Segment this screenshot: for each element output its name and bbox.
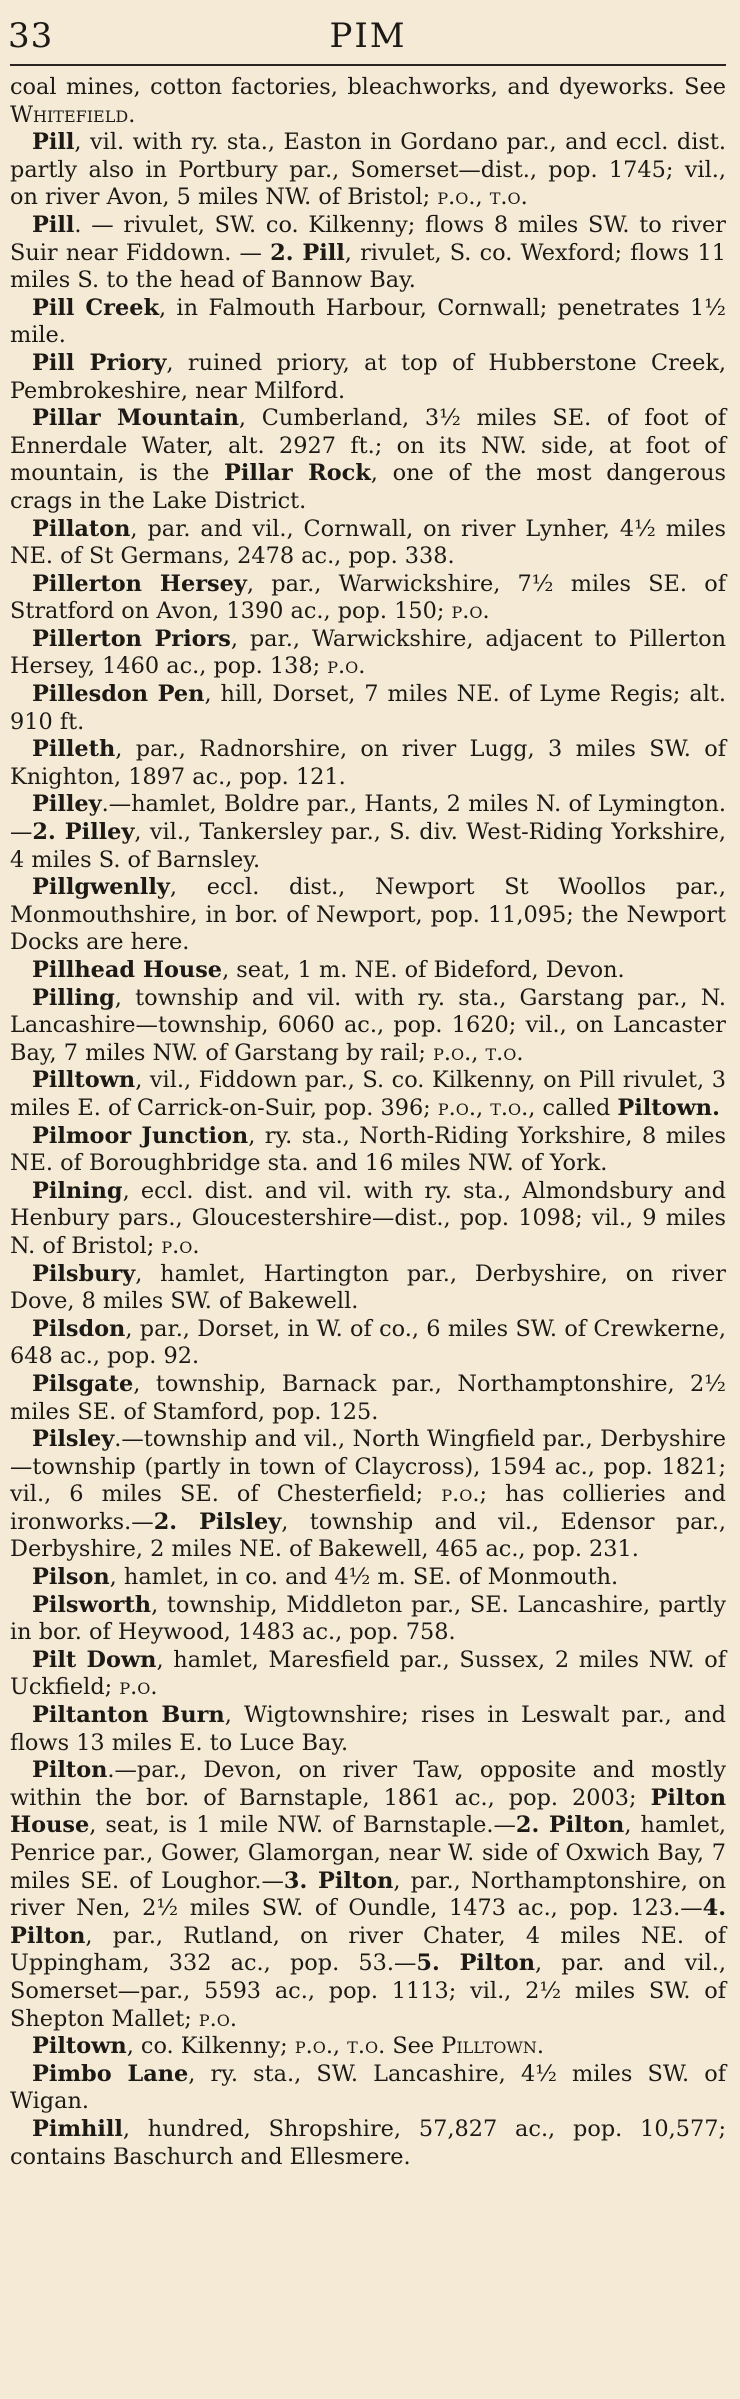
entry-text: , par., Radnorshire, on river Lugg, 3 miles SW. of Knighton, 1897 ac., pop. 121.	[10, 736, 726, 790]
entry-abbrev: p.o	[451, 598, 483, 625]
gazetteer-entry	[10, 736, 726, 791]
entry-headword: Pillgwenlly	[32, 874, 170, 901]
gazetteer-entry	[10, 1316, 726, 1371]
gazetteer-entry	[10, 626, 726, 681]
entry-text: , ruined priory, at top of Hubberstone Creek, Pembrokeshire, near Milford.	[10, 349, 727, 404]
entry-text: , par., Warwickshire, adjacent to Pillerton Hersey, 1460 ac., pop. 138;	[10, 625, 726, 680]
gazetteer-entry	[10, 129, 726, 212]
gazetteer-entry	[10, 516, 726, 571]
entry-text: .	[150, 1674, 158, 1701]
entry-text: , par. and vil., Somerset—par., 5593 ac., pop. 1113; vil., 2½ miles SW. of Shepton Mallet;	[10, 1950, 726, 2032]
entry-headword: Pilmoor Junction	[32, 1122, 249, 1149]
entry-headword: Pillerton Hersey	[32, 570, 247, 597]
entry-abbrev: p.o., t.o	[437, 1094, 522, 1121]
entry-text: , ry. sta., SW. Lancashire, 4½ miles SW. of Wigan.	[10, 2060, 726, 2115]
entry-headword: Pilsley	[32, 1426, 115, 1453]
entry-headword: 3. Pilton	[283, 1867, 394, 1894]
entry-headword: Pill Creek	[32, 294, 159, 321]
entry-headword: Pilley	[32, 791, 102, 818]
entry-text: , township and vil., Edensor par., Derbyshire, 2 miles NE. of Bakewell, 465 ac., pop. 231.	[10, 1508, 726, 1563]
entry-text: , hamlet, Maresfield par., Sussex, 2 miles NW. of Uckfield;	[10, 1646, 726, 1701]
entry-text: , par., Dorset, in W. of co., 6 miles SW. of Crewkerne, 648 ac., pop. 92.	[10, 1315, 726, 1370]
entry-list	[10, 74, 726, 2171]
entry-text: , vil. with ry. sta., Easton in Gordano par., and eccl. dist. partly also in Portbury par., Somerset—dist., pop. 1745; vil., on river Avon, 5 miles NW. of Bristol;	[10, 129, 726, 211]
entry-headword: Pilsdon	[32, 1315, 126, 1342]
entry-headword: Pill Priory	[32, 349, 167, 376]
entry-text: , seat, is 1 mile NW. of Barnstaple.—	[89, 1812, 516, 1839]
entry-text: .	[128, 101, 136, 128]
entry-headword: Pimbo Lane	[32, 2060, 189, 2087]
entry-headword: Pilton	[32, 1757, 108, 1784]
gazetteer-entry	[10, 874, 726, 957]
entry-text: .	[516, 1039, 524, 1066]
entry-text: , par. and vil., Cornwall, on river Lynher, 4½ miles NE. of St Germans, 2478 ac., pop. 338.	[10, 515, 726, 570]
entry-text: . — rivulet, SW. co. Kilkenny; flows 8 miles SW. to river Suir near Fiddown. —	[10, 211, 726, 266]
entry-headword: Pilling	[32, 984, 115, 1011]
entry-text: , par., Rutland, on river Chater, 4 miles NE. of Uppingham, 332 ac., pop. 53.—	[10, 1922, 726, 1977]
gazetteer-entry	[10, 1647, 726, 1702]
entry-text: , ry. sta., North-Riding Yorkshire, 8 miles NE. of Boroughbridge sta. and 16 miles NW. of York.	[10, 1122, 726, 1177]
gazetteer-entry	[10, 1702, 726, 1757]
entry-text: , Cumberland, 3½ miles SE. of foot of Ennerdale Water, alt. 2927 ft.; on its NW. side, at foot of mountain, is the	[10, 405, 726, 487]
entry-headword: 2. Pill	[270, 239, 345, 266]
entry-text: , hill, Dorset, 7 miles NE. of Lyme Regis; alt. 910 ft.	[10, 681, 726, 735]
entry-text: . See	[378, 2033, 442, 2060]
entry-headword: Pilt Down	[32, 1646, 157, 1673]
gazetteer-entry	[10, 1123, 726, 1178]
entry-text: , township, Middleton par., SE. Lancashire, partly in bor. of Heywood, 1483 ac., pop. 758.	[10, 1591, 726, 1646]
entry-abbrev: p.o	[441, 1481, 473, 1508]
entry-text: , township and vil. with ry. sta., Garstang par., N. Lancashire—township, 6060 ac., pop. 1620; vil., on Lancaster Bay, 7 miles NW. of Garstang by rail;	[10, 984, 726, 1066]
entry-headword: Pillhead House	[32, 957, 223, 983]
entry-headword: Pillaton	[32, 515, 131, 542]
entry-text: .	[536, 2033, 544, 2060]
gazetteer-entry	[10, 571, 726, 626]
entry-text: , one of the most dangerous crags in the Lake District.	[10, 460, 726, 514]
entry-text: , par., Northamptonshire, on river Nen, 2½ miles SW. of Oundle, 1473 ac., pop. 123.—	[10, 1867, 726, 1922]
entry-headword: 2. Pilton	[515, 1812, 625, 1839]
entry-text: .	[521, 1094, 529, 1121]
gazetteer-entry	[10, 1426, 726, 1564]
entry-text: , eccl. dist. and vil. with ry. sta., Almondsbury and Henbury pars., Gloucestershire—dist., pop. 1098; vil., 9 miles N. of Bristol;	[10, 1177, 726, 1259]
entry-headword: Pilsbury	[32, 1260, 136, 1287]
entry-abbrev: p.o., t.o	[294, 2033, 379, 2060]
page-header	[10, 0, 726, 66]
entry-headword: Pilsgate	[32, 1370, 134, 1397]
entry-text: .	[482, 598, 490, 625]
entry-text: , hundred, Shropshire, 57,827 ac., pop. 10,577; contains Baschurch and Ellesmere.	[10, 2115, 726, 2170]
gazetteer-entry	[10, 1757, 726, 2033]
page-number: 33	[8, 16, 54, 56]
entry-text: , vil., Fiddown par., S. co. Kilkenny, on Pill rivulet, 3 miles E. of Carrick-on-Suir, pop. 396;	[10, 1067, 726, 1121]
entry-abbrev: p.o	[119, 1674, 151, 1701]
entry-headword: Piltown	[32, 2033, 127, 2060]
gazetteer-entry	[10, 791, 726, 874]
gazetteer-entry	[10, 1178, 726, 1261]
entry-text: , called	[528, 1094, 618, 1121]
entry-text: .	[229, 2005, 238, 2032]
entry-text: , par., Warwickshire, 7½ miles SE. of Stratford on Avon, 1390 ac., pop. 150;	[10, 570, 726, 625]
gazetteer-entry	[10, 1261, 726, 1316]
entry-text: , in Falmouth Harbour, Cornwall; penetrates 1½ mile.	[10, 294, 726, 349]
entry-headword: 2. Pilsley	[153, 1508, 282, 1535]
entry-headword: 4. Pilton	[10, 1895, 726, 1949]
entry-text: , township, Barnack par., Northamptonshire, 2½ miles SE. of Stamford, pop. 125.	[10, 1370, 726, 1425]
entry-headword: Pilleth	[32, 736, 116, 763]
gazetteer-entry	[10, 74, 726, 129]
entry-headword: Pill	[32, 129, 75, 156]
entry-text: .—township and vil., North Wingfield par., Derbyshire—township (partly in town of Claycross), 1594 ac., pop. 1821; vil., 6 miles SE. of Chesterfield;	[10, 1426, 726, 1508]
entry-text: , eccl. dist., Newport St Woollos par., Monmouthshire, in bor. of Newport, pop. 11,095; the Newport Docks are here.	[10, 874, 726, 956]
entry-headword: Pilning	[32, 1177, 123, 1204]
entry-text: .	[192, 1232, 200, 1259]
gazetteer-entry	[10, 1371, 726, 1426]
gazetteer-entry	[10, 350, 726, 405]
entry-text: .; has collieries and ironworks.—	[10, 1481, 726, 1535]
entry-abbrev: Whitefield	[10, 101, 129, 128]
gazetteer-entry	[10, 1592, 726, 1647]
entry-text: .	[358, 653, 366, 680]
entry-text: , hamlet, in co. and 4½ m. SE. of Monmouth.	[109, 1564, 619, 1591]
entry-headword: Pillerton Priors	[32, 625, 231, 652]
entry-headword: Pillar Mountain	[32, 405, 239, 432]
entry-text: , Wigtownshire; rises in Leswalt par., and flows 13 miles E. to Luce Bay.	[10, 1702, 727, 1756]
entry-abbrev: p.o., t.o	[437, 184, 521, 211]
entry-text: coal mines, cotton factories, bleachworks, and dyeworks. See	[10, 74, 726, 100]
entry-text: , co. Kilkenny;	[126, 2033, 295, 2060]
entry-headword: Pimhill	[32, 2115, 123, 2142]
gazetteer-entry	[10, 985, 726, 1068]
gazetteer-entry	[10, 957, 726, 985]
entry-abbrev: p.o	[327, 653, 359, 680]
entry-abbrev: p.o., t.o	[433, 1039, 517, 1066]
entry-abbrev: p.o	[161, 1232, 193, 1259]
gazetteer-entry	[10, 212, 726, 295]
gazetteer-entry	[10, 2116, 726, 2171]
entry-abbrev: Pilltown	[441, 2033, 537, 2060]
gazetteer-entry	[10, 405, 726, 515]
entry-headword: Pilltown	[32, 1067, 136, 1094]
entry-headword: Pillesdon Pen	[32, 681, 205, 708]
entry-text: .—par., Devon, on river Taw, opposite and mostly within the bor. of Barnstaple, 1861 ac., pop. 2003;	[10, 1757, 726, 1811]
entry-text: .—hamlet, Boldre par., Hants, 2 miles N. of Lymington.—	[10, 791, 726, 846]
entry-text: , vil., Tankersley par., S. div. West-Riding Yorkshire, 4 miles S. of Barnsley.	[10, 819, 727, 873]
entry-headword: Piltanton Burn	[32, 1702, 225, 1729]
entry-headword: Pilson	[32, 1564, 110, 1591]
entry-text: , seat, 1 m. NE. of Bideford, Devon.	[222, 957, 625, 983]
entry-headword: 2. Pilley	[32, 819, 135, 846]
gazetteer-entry	[10, 2061, 726, 2116]
entry-headword: Pilsworth	[32, 1591, 152, 1618]
gazetteer-entry	[10, 1564, 726, 1592]
entry-headword: Piltown.	[617, 1094, 720, 1121]
entry-text: , rivulet, S. co. Wexford; flows 11 miles S. to the head of Bannow Bay.	[10, 239, 726, 294]
gazetteer-entry	[10, 295, 726, 350]
gazetteer-entry	[10, 1067, 726, 1122]
entry-text: , hamlet, Penrice par., Gower, Glamorgan, near W. side of Oxwich Bay, 7 miles SE. of Loughor.—	[10, 1812, 726, 1894]
entry-abbrev: p.o	[198, 2005, 230, 2032]
entry-text: , hamlet, Hartington par., Derbyshire, on river Dove, 8 miles SW. of Bakewell.	[10, 1260, 726, 1315]
entry-headword: Pillar Rock	[224, 460, 371, 487]
entry-headword: Pill	[32, 211, 75, 238]
gazetteer-entry	[10, 2033, 726, 2061]
entry-headword: 5. Pilton	[416, 1950, 536, 1977]
running-head: PIM	[329, 16, 407, 56]
gazetteer-entry	[10, 681, 726, 736]
entry-text: .	[520, 184, 528, 211]
entry-headword: Pilton House	[10, 1784, 726, 1839]
